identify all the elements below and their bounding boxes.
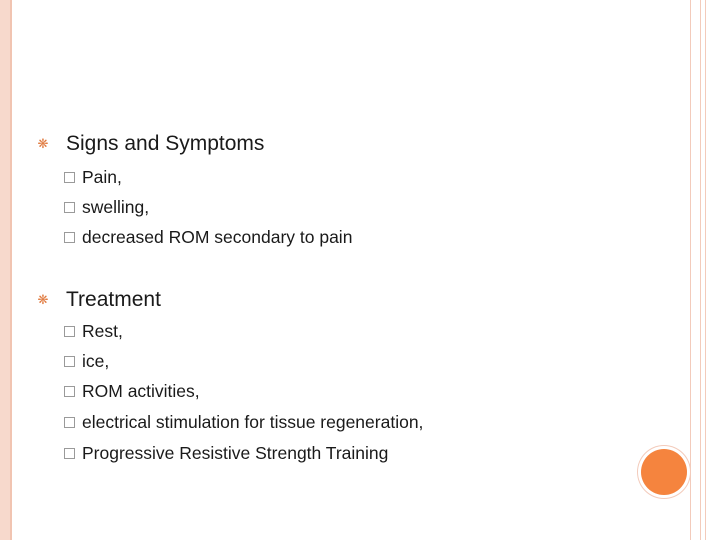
sub-bullet-item xyxy=(64,321,123,342)
sub-bullet-item xyxy=(64,351,109,372)
gear-icon: ❋ xyxy=(37,136,49,151)
sub-bullet-text: ice, xyxy=(82,351,110,371)
square-checkbox-icon xyxy=(64,172,75,183)
right-border-inner-decoration xyxy=(700,0,706,540)
sub-bullet-item xyxy=(64,381,200,402)
accent-circle xyxy=(641,449,687,495)
square-checkbox-icon xyxy=(64,448,75,459)
sub-bullet-item xyxy=(64,412,423,433)
sub-bullet-text: ROM activities, xyxy=(82,381,200,401)
left-border-decoration xyxy=(0,0,12,540)
square-checkbox-icon xyxy=(64,202,75,213)
gear-icon: ❋ xyxy=(37,292,49,307)
sub-bullet-item xyxy=(64,167,122,188)
section-heading: Signs and Symptoms xyxy=(66,132,265,155)
sub-bullet-text: Rest, xyxy=(82,321,123,341)
square-checkbox-icon xyxy=(64,417,75,428)
sub-bullet-text: Pain, xyxy=(82,167,122,187)
sub-bullet-text: decreased ROM secondary to pain xyxy=(82,227,353,247)
bullet-signs-and-symptoms xyxy=(36,132,264,156)
sub-bullet-text: electrical stimulation for tissue regeneration, xyxy=(82,412,424,432)
bullet-treatment xyxy=(36,288,161,312)
sub-bullet-text: swelling, xyxy=(82,197,150,217)
sub-bullet-item xyxy=(64,197,149,218)
square-checkbox-icon xyxy=(64,386,75,397)
section-heading: Treatment xyxy=(66,288,161,311)
sub-bullet-item xyxy=(64,227,352,248)
sub-bullet-text: Progressive Resistive Strength Training xyxy=(82,443,389,463)
square-checkbox-icon xyxy=(64,326,75,337)
sub-bullet-item xyxy=(64,443,388,464)
square-checkbox-icon xyxy=(64,356,75,367)
square-checkbox-icon xyxy=(64,232,75,243)
